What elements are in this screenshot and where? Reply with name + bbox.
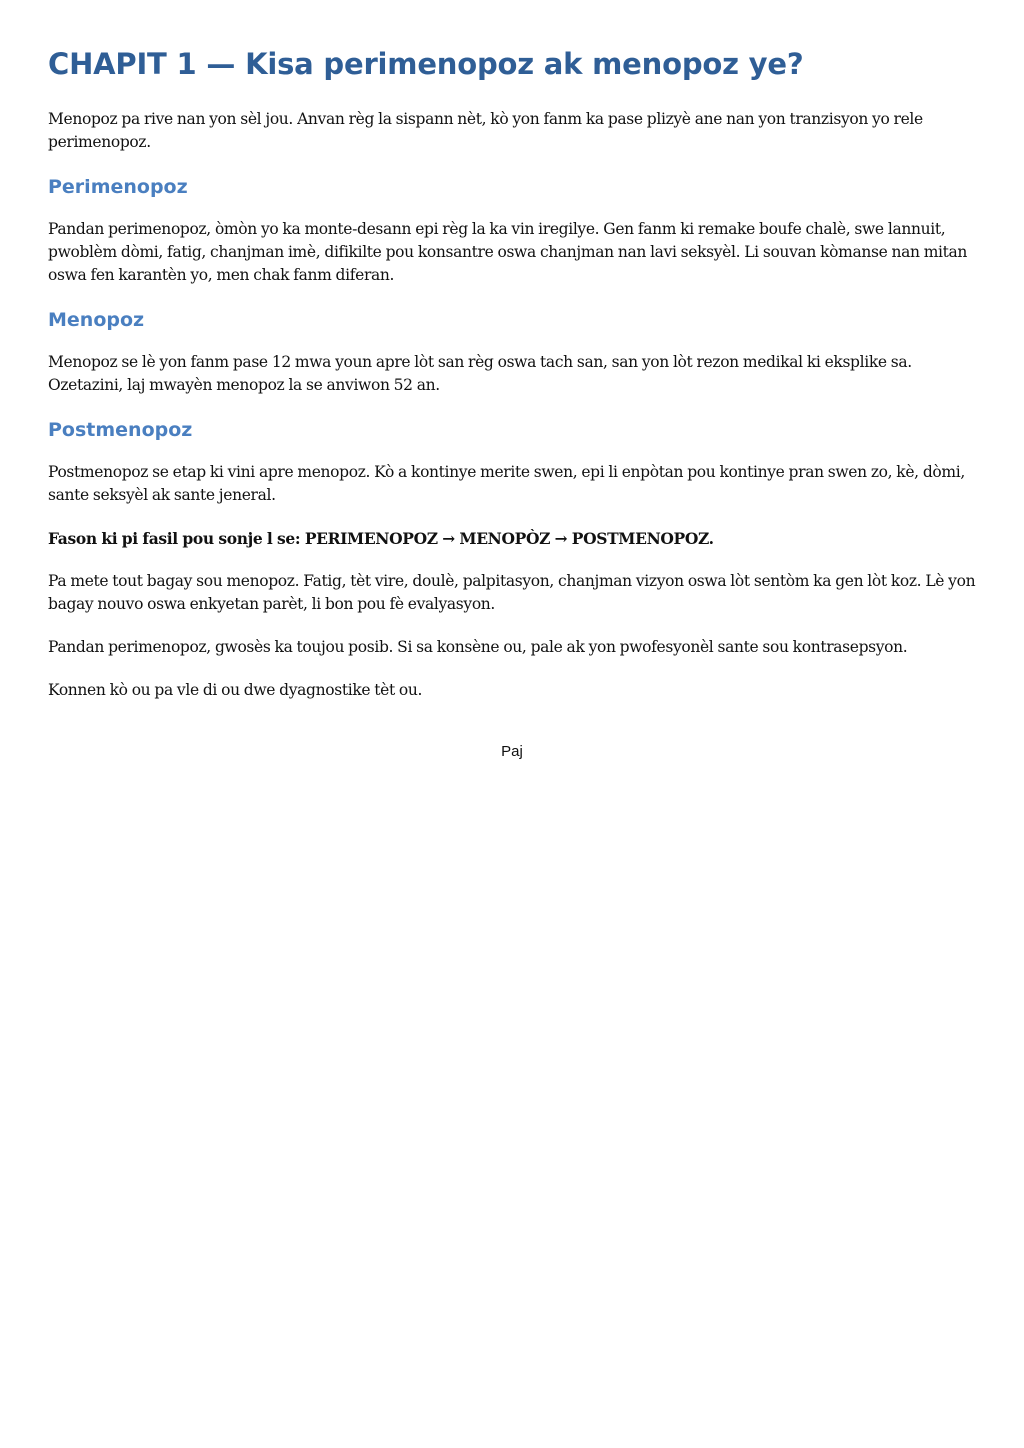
paragraph-contraception: Pandan perimenopoz, gwosès ka toujou posib. Si sa konsène ou, pale ak yon pwofesyonèl sante sou kontrasepsyon.	[48, 638, 908, 656]
document-page	[48, 44, 978, 722]
section-heading-menopoz: Menopoz	[48, 309, 145, 331]
intro-paragraph: Menopoz pa rive nan yon sèl jou. Anvan règ la sispann nèt, kò yon fanm ka pase plizyè ane nan yon tranzisyon yo rele perimenopoz.	[48, 110, 923, 151]
section-text-postmenopoz: Postmenopoz se etap ki vini apre menopoz. Kò a kontinye merite swen, epi li enpòtan pou kontinye pran swen zo, kè, dòmi, sante seksyèl ak sante jeneral.	[48, 463, 965, 504]
section-text-perimenopoz: Pandan perimenopoz, òmòn yo ka monte-desann epi règ la ka vin iregilye. Gen fanm ki remake boufe chalè, swe lannuit, pwoblèm dòmi, fatig, chanjman imè, difikilte pou konsantre oswa chanjman nan lavi seksyèl. Li souvan kòmanse nan mitan oswa fen karantèn yo, men chak fanm diferan.	[48, 220, 968, 284]
memory-tip: Fason ki pi fasil pou sonje l se: PERIMENOPOZ → MENOPÒZ → POSTMENOPOZ.	[48, 529, 714, 548]
section-heading-perimenopoz: Perimenopoz	[48, 176, 188, 198]
section-heading-postmenopoz: Postmenopoz	[48, 419, 193, 441]
chapter-title: CHAPIT 1 — Kisa perimenopoz ak menopoz ye?	[48, 47, 804, 81]
page-footer: Paj	[501, 743, 523, 760]
paragraph-other-causes: Pa mete tout bagay sou menopoz. Fatig, tèt vire, doulè, palpitasyon, chanjman vizyon oswa lòt sentòm ka gen lòt koz. Lè yon bagay nouvo oswa enkyetan parèt, li bon pou fè evalyasyon.	[48, 572, 976, 613]
paragraph-self-diagnosis: Konnen kò ou pa vle di ou dwe dyagnostike tèt ou.	[48, 681, 423, 699]
section-text-menopoz: Menopoz se lè yon fanm pase 12 mwa youn apre lòt san règ oswa tach san, san yon lòt rezon medikal ki eksplike sa. Ozetazini, laj mwayèn menopoz la se anviwon 52 an.	[48, 353, 912, 394]
